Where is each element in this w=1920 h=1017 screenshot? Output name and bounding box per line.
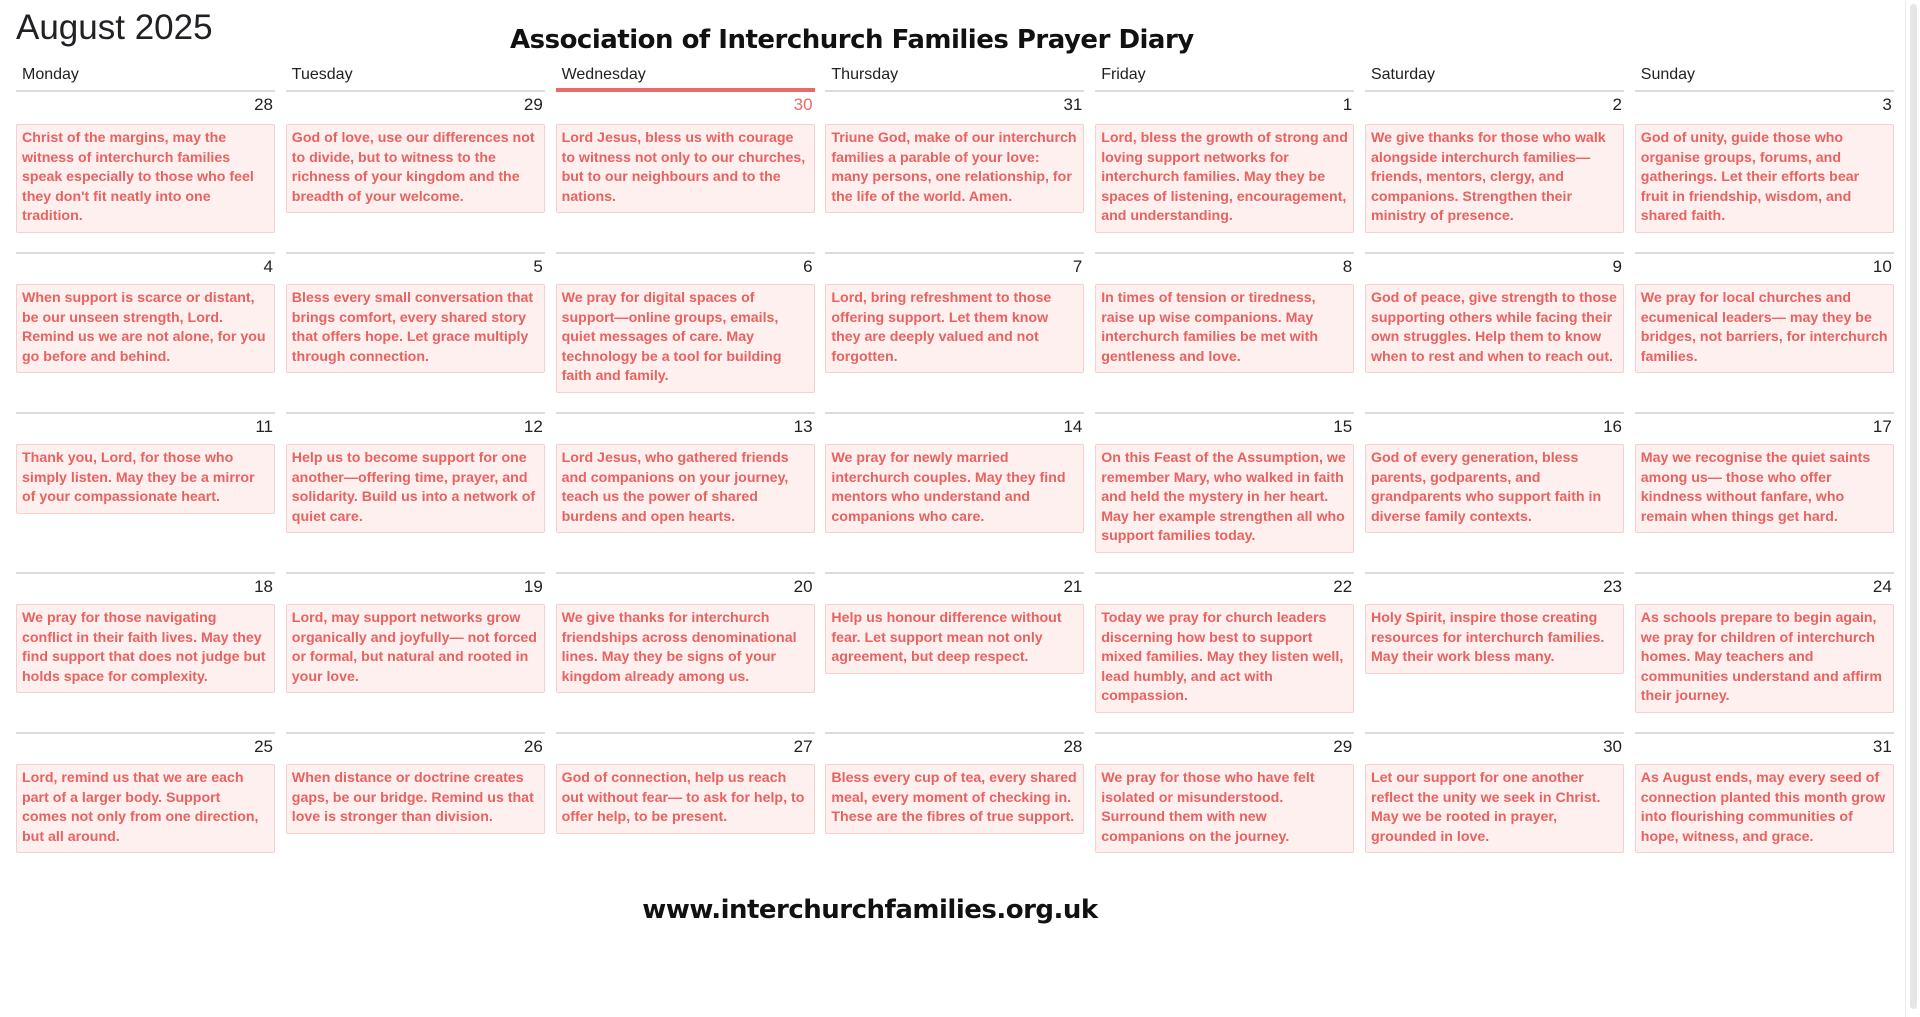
prayer-event[interactable]: God of every generation, bless parents, godparents, and grandparents who support faith in diverse family contexts. (1365, 444, 1624, 533)
day-number[interactable]: 28 (825, 732, 1084, 760)
day-number[interactable]: 4 (16, 252, 275, 280)
day-number[interactable]: 26 (286, 732, 545, 760)
prayer-event[interactable]: Lord Jesus, who gathered friends and companions on your journey, teach us the power of shared burdens and open hearts. (556, 444, 815, 533)
day-cell[interactable] (16, 572, 275, 732)
day-cell[interactable] (825, 572, 1084, 732)
prayer-event[interactable]: Lord, bring refreshment to those offering support. Let them know they are deeply valued and not forgotten. (825, 284, 1084, 373)
day-cell[interactable] (16, 252, 275, 412)
prayer-event[interactable]: Christ of the margins, may the witness of interchurch families speak especially to those who feel they don't fit neatly into one tradition. (16, 124, 275, 233)
prayer-event[interactable]: On this Feast of the Assumption, we remember Mary, who walked in faith and held the mystery in her heart. May her example strengthen all who support families today. (1095, 444, 1354, 553)
day-number-today[interactable]: 30 (793, 95, 813, 114)
day-cell[interactable] (825, 412, 1084, 572)
day-number[interactable]: 14 (825, 412, 1084, 440)
prayer-event[interactable]: Let our support for one another reflect the unity we seek in Christ. May we be rooted in prayer, grounded in love. (1365, 764, 1624, 853)
weekday-header-sunday: Sunday (1635, 60, 1894, 92)
day-cell[interactable] (1365, 412, 1624, 572)
day-number[interactable]: 12 (286, 412, 545, 440)
day-cell[interactable] (556, 572, 815, 732)
day-number[interactable]: 10 (1635, 252, 1894, 280)
day-number[interactable]: 7 (825, 252, 1084, 280)
day-number[interactable]: 29 (523, 95, 543, 114)
weekday-header-saturday: Saturday (1365, 60, 1624, 92)
day-cell[interactable] (1635, 732, 1894, 892)
day-number[interactable]: 29 (1095, 732, 1354, 760)
day-number[interactable]: 30 (1365, 732, 1624, 760)
day-cell[interactable] (16, 412, 275, 572)
day-cell[interactable] (1635, 572, 1894, 732)
prayer-event[interactable]: Lord, may support networks grow organically and joyfully— not forced or formal, but natural and rooted in your love. (286, 604, 545, 693)
prayer-event[interactable]: We pray for those navigating conflict in their faith lives. May they find support that does not judge but holds space for complexity. (16, 604, 275, 693)
prayer-event[interactable]: As August ends, may every seed of connection planted this month grow into flourishing communities of hope, witness, and grace. (1635, 764, 1894, 853)
prayer-event[interactable]: God of peace, give strength to those supporting others while facing their own struggles. Help them to know when to rest and when to reach out. (1365, 284, 1624, 373)
day-cell[interactable] (556, 412, 815, 572)
day-number[interactable]: 3 (1882, 95, 1892, 114)
day-cell[interactable] (1095, 572, 1354, 732)
scrollbar-thumb[interactable] (1910, 4, 1917, 1009)
day-cell[interactable] (1365, 732, 1624, 892)
prayer-event[interactable]: Lord Jesus, bless us with courage to witness not only to our churches, but to our neighbours and to the nations. (556, 124, 815, 213)
day-number[interactable]: 5 (286, 252, 545, 280)
prayer-event[interactable]: When support is scarce or distant, be our unseen strength, Lord. Remind us we are not alone, for you go before and behind. (16, 284, 275, 373)
weekday-header-thursday: Thursday (825, 60, 1084, 92)
day-cell[interactable] (16, 732, 275, 892)
day-number[interactable]: 9 (1365, 252, 1624, 280)
prayer-event[interactable]: In times of tension or tiredness, raise up wise companions. May interchurch families be met with gentleness and love. (1095, 284, 1354, 373)
day-number[interactable]: 1 (1342, 95, 1353, 114)
prayer-event[interactable]: Help us to become support for one another—offering time, prayer, and solidarity. Build us into a network of quiet care. (286, 444, 545, 533)
prayer-event[interactable]: Holy Spirit, inspire those creating resources for interchurch families. May their work bless many. (1365, 604, 1624, 674)
website-url: www.interchurchfamilies.org.uk (642, 895, 1098, 925)
day-cell[interactable] (286, 252, 545, 412)
day-cell[interactable] (1095, 92, 1354, 252)
day-number[interactable]: 28 (254, 95, 273, 114)
prayer-event[interactable]: Help us honour difference without fear. Let support mean not only agreement, but deep respect. (825, 604, 1084, 674)
day-cell[interactable] (825, 252, 1084, 412)
weekday-header-friday: Friday (1095, 60, 1354, 92)
prayer-event[interactable]: God of love, use our differences not to divide, but to witness to the richness of your kingdom and the breadth of your welcome. (286, 124, 545, 213)
prayer-event[interactable]: We pray for digital spaces of support—online groups, emails, quiet messages of care. May technology be a tool for building faith and family. (556, 284, 815, 393)
vertical-scrollbar[interactable] (1905, 0, 1920, 1017)
prayer-event[interactable]: We give thanks for interchurch friendships across denominational lines. May they be signs of your kingdom already among us. (556, 604, 815, 693)
prayer-event[interactable]: Lord, bless the growth of strong and loving support networks for interchurch families. May they be spaces of listening, encouragement, and understanding. (1095, 124, 1354, 233)
day-cell[interactable] (1365, 92, 1624, 252)
diary-title: Association of Interchurch Families Prayer Diary (510, 25, 1194, 55)
prayer-event[interactable]: May we recognise the quiet saints among us— those who offer kindness without fanfare, who remain when things get hard. (1635, 444, 1894, 533)
day-number[interactable]: 24 (1635, 572, 1894, 600)
day-number[interactable]: 16 (1365, 412, 1624, 440)
day-cell[interactable] (286, 732, 545, 892)
day-number[interactable]: 27 (556, 732, 815, 760)
day-cell[interactable] (825, 732, 1084, 892)
day-cell[interactable] (1635, 412, 1894, 572)
prayer-event[interactable]: Thank you, Lord, for those who simply listen. May they be a mirror of your compassionate heart. (16, 444, 275, 514)
prayer-event[interactable]: We pray for those who have felt isolated or misunderstood. Surround them with new companions on the journey. (1095, 764, 1354, 853)
prayer-event[interactable]: Lord, remind us that we are each part of a larger body. Support comes not only from one direction, but all around. (16, 764, 275, 853)
day-cell[interactable] (16, 92, 275, 252)
day-cell[interactable] (1635, 252, 1894, 412)
day-number[interactable]: 2 (1612, 95, 1622, 114)
day-cell[interactable] (286, 92, 545, 252)
day-cell[interactable] (1365, 572, 1624, 732)
day-cell[interactable] (1095, 412, 1354, 572)
day-number[interactable]: 8 (1095, 252, 1354, 280)
day-number[interactable]: 11 (16, 412, 275, 440)
day-cell[interactable] (825, 92, 1084, 252)
day-cell[interactable] (286, 572, 545, 732)
calendar-grid (16, 60, 1890, 892)
month-title: August 2025 (16, 8, 213, 47)
day-number[interactable]: 20 (556, 572, 815, 600)
day-cell[interactable] (286, 412, 545, 572)
prayer-event[interactable]: Bless every small conversation that brings comfort, every shared story that offers hope. Let grace multiply through connection. (286, 284, 545, 373)
prayer-event[interactable]: As schools prepare to begin again, we pray for children of interchurch homes. May teachers and communities understand and affirm their journey. (1635, 604, 1894, 713)
day-number[interactable]: 22 (1095, 572, 1354, 600)
day-cell[interactable] (1095, 732, 1354, 892)
day-number[interactable]: 31 (1635, 732, 1894, 760)
day-number[interactable]: 19 (286, 572, 545, 600)
day-cell[interactable] (1365, 252, 1624, 412)
day-number[interactable]: 15 (1095, 412, 1354, 440)
day-number[interactable]: 6 (556, 252, 815, 280)
day-number[interactable]: 21 (825, 572, 1084, 600)
prayer-event[interactable]: Triune God, make of our interchurch families a parable of your love: many persons, one relationship, for the life of the world. Amen. (825, 124, 1084, 213)
day-cell[interactable] (556, 732, 815, 892)
day-number[interactable]: 18 (16, 572, 275, 600)
day-number[interactable]: 13 (556, 412, 815, 440)
day-cell[interactable] (1635, 92, 1894, 252)
weekday-header-tuesday: Tuesday (286, 60, 545, 92)
day-number[interactable]: 23 (1365, 572, 1624, 600)
prayer-event[interactable]: We give thanks for those who walk alongside interchurch families— friends, mentors, clergy, and companions. Strengthen their ministry of presence. (1365, 124, 1624, 233)
day-number[interactable]: 17 (1635, 412, 1894, 440)
prayer-event[interactable]: We pray for local churches and ecumenical leaders— may they be bridges, not barriers, for interchurch families. (1635, 284, 1894, 373)
prayer-event[interactable]: God of unity, guide those who organise groups, forums, and gatherings. Let their efforts bear fruit in friendship, wisdom, and shared faith. (1635, 124, 1894, 233)
prayer-event[interactable]: We pray for newly married interchurch couples. May they find mentors who understand and companions who care. (825, 444, 1084, 533)
weekday-header-monday: Monday (16, 60, 275, 92)
prayer-event[interactable]: When distance or doctrine creates gaps, be our bridge. Remind us that love is stronger than division. (286, 764, 545, 834)
day-number[interactable]: 25 (16, 732, 275, 760)
day-cell-today[interactable] (556, 92, 815, 252)
prayer-event[interactable]: Today we pray for church leaders discerning how best to support mixed families. May they listen well, lead humbly, and act with compassion. (1095, 604, 1354, 713)
prayer-event[interactable]: God of connection, help us reach out without fear— to ask for help, to offer help, to be present. (556, 764, 815, 834)
day-cell[interactable] (556, 252, 815, 412)
weekday-header-wednesday: Wednesday (556, 60, 815, 92)
day-cell[interactable] (1095, 252, 1354, 412)
prayer-event[interactable]: Bless every cup of tea, every shared meal, every moment of checking in. These are the fibres of true support. (825, 764, 1084, 834)
day-number[interactable]: 31 (1063, 95, 1083, 114)
